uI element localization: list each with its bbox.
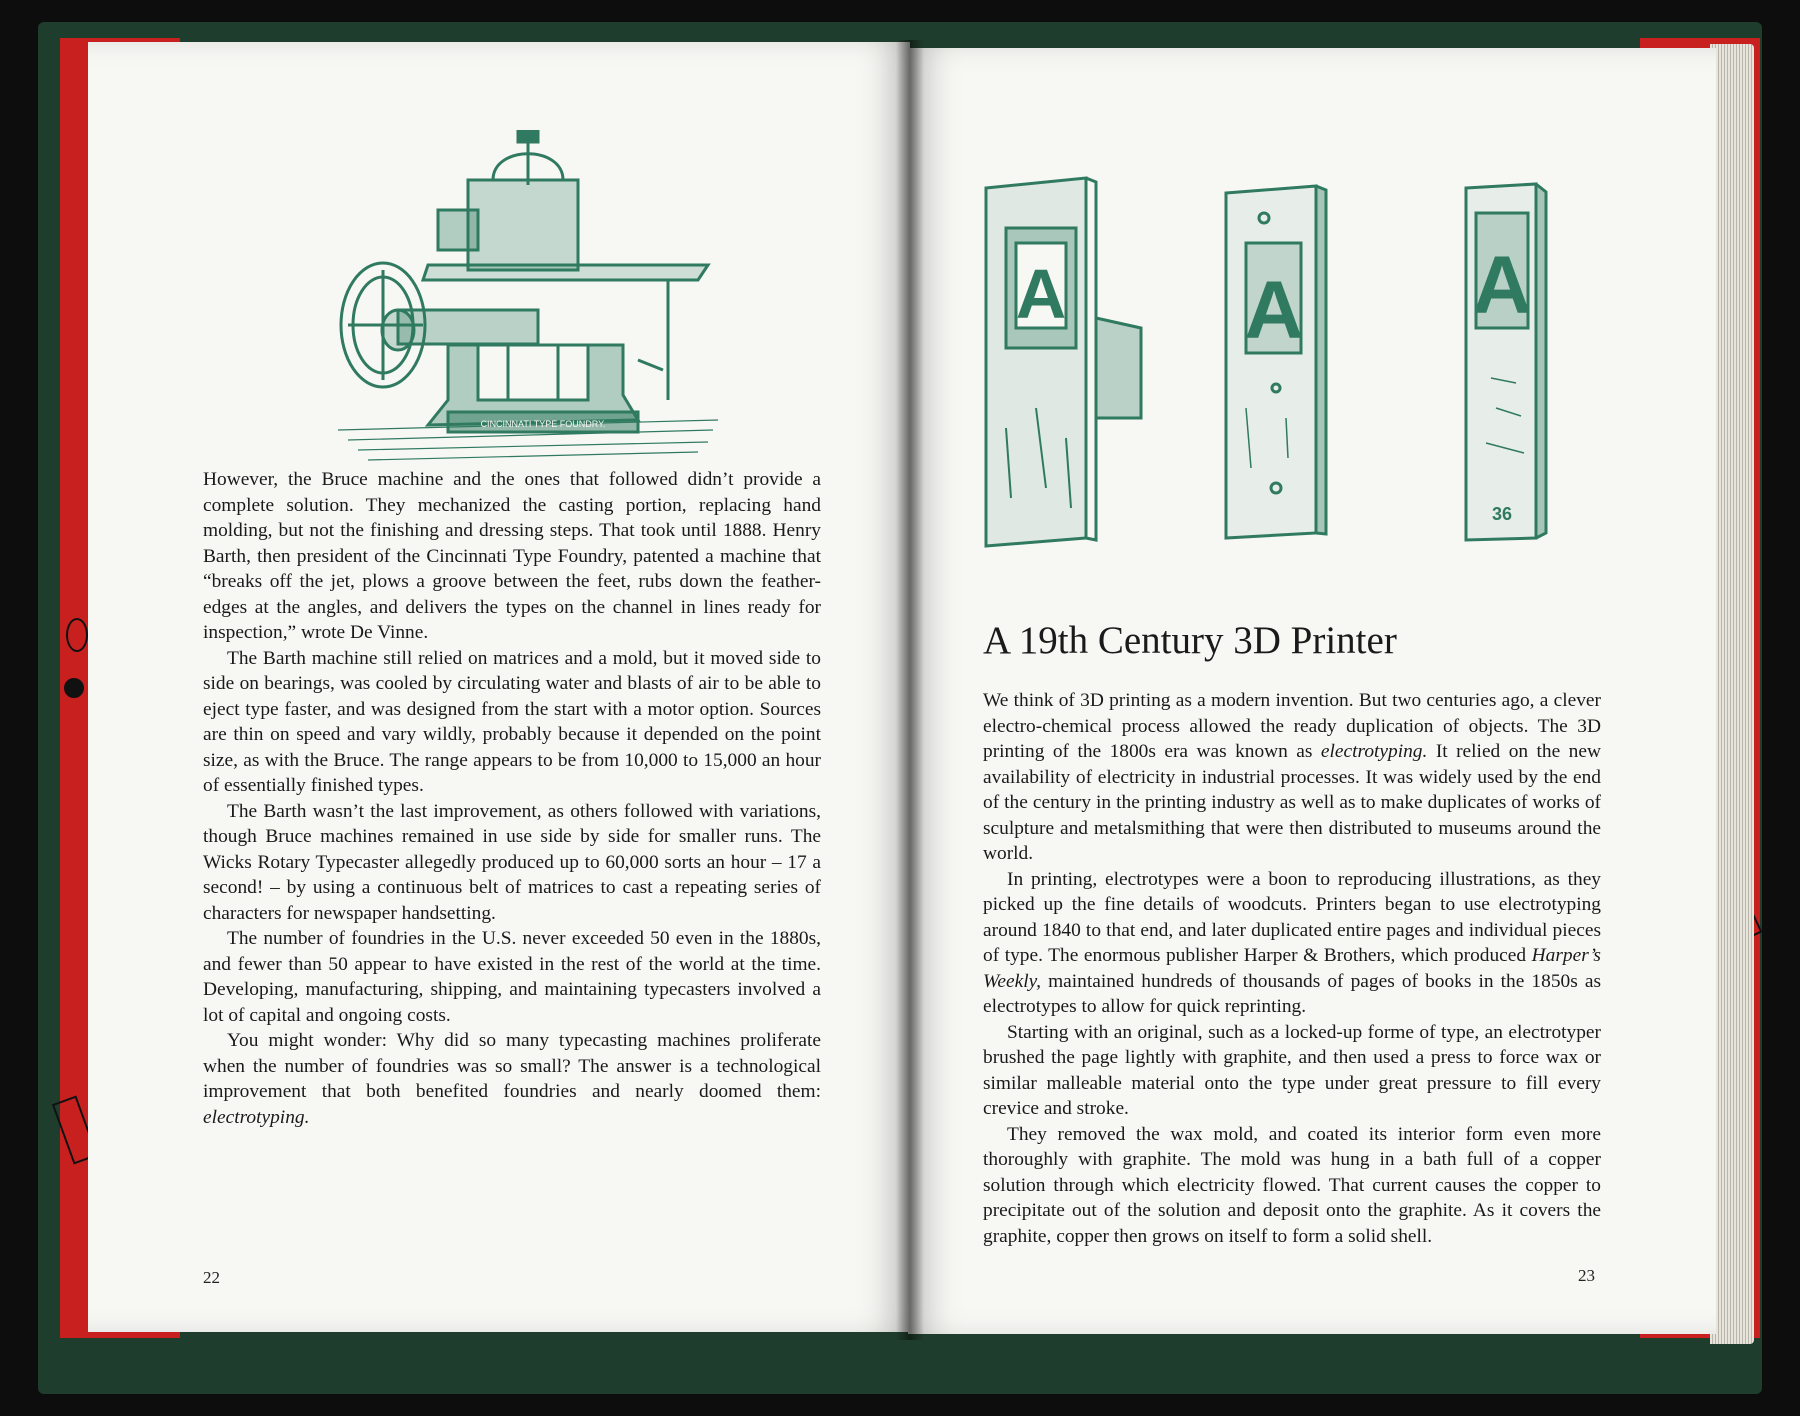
endpaper-ornament [64,678,84,698]
paragraph-text: maintained hundreds of thousands of pages of books in the 1850s as electrotypes to allow for quick reprinting. [983,970,1601,1017]
block-number: 36 [1491,504,1513,524]
endpaper-ornament [66,618,88,652]
paragraph: However, the Bruce machine and the ones that followed didn’t provide a complete solution. They mechanized the casting portion, replacing hand molding, but not the finishing and dressing steps. That took until 1888. Henry Barth, then president of the Cincinnati Type Foundry, patented a machine that “breaks off the jet, plows a groove between the feet, rubs down the feather-edges at the angles, and delivers the types on the channel in lines ready for inspection,” wrote De Vinne. [203,469,821,643]
paragraph-text: We think of 3D printing as a modern invention. But two centuries ago, a clever electro-chemical process allowed the ready duplication of objects. The 3D printing of the 1800s era was known as [983,690,1601,762]
paragraph-text: In printing, electrotypes were a boon to reproducing illustrations, as they picked up the fine details of woodcuts. Printers began to use electrotyping around 1840 to that end, and later duplicated entire pages and individual pieces of type. The enormous publisher Harper & Brothers, which produced [983,868,1601,966]
book-gutter [896,40,924,1340]
page-number-left: 22 [203,1268,220,1287]
paragraph-text: You might wonder: Why did so many typecasting machines proliferate when the number of foundries was so small? The answer is a technological improvement that both benefited foundries and nearly doomed them: [203,1030,821,1102]
electrotype-blocks-engraving [976,168,1596,558]
block-letter: A [1472,240,1532,331]
paragraph-text: It relied on the new availability of electricity in industrial processes. It was widely used by the end of the century in the printing industry as well as to make duplicates of works of sculpture and metalsmithing that were then distributed to museums around the world. [983,741,1601,864]
paragraph [983,688,1601,867]
paragraph: The Barth machine still relied on matrices and a mold, but it moved side to side on bearings, was cooled by circulating water and blasts of air to be able to eject type faster, and was designed from the start with a motor option. Sources are thin on speed and vary wildly, probably because it depended on the point size, as with the Bruce. The range appears to be from 10,000 to 15,000 an hour of essentially finished types. [203,647,821,796]
paragraph [983,867,1601,1020]
left-body-text [203,467,821,1130]
emphasis: electrotyping. [203,1106,310,1128]
right-body-text [983,688,1601,1249]
paragraph: The number of foundries in the U.S. never exceeded 50 even in the 1880s, and fewer than 50 appear to have existed in the rest of the world at the time. Developing, manufacturing, shipping, and maintaining typecasters involved a lot of capital and ongoing costs. [203,928,821,1026]
page-number-right: 23 [1578,1266,1595,1285]
page-edges [1710,44,1754,1344]
block-letter: A [1015,255,1067,333]
left-page [88,42,910,1332]
emphasis: electrotyping. [1320,741,1428,762]
paragraph [203,1028,821,1130]
typecasting-machine-engraving [328,130,728,470]
machine-plate-label: CINCINNATI TYPE FOUNDRY. [480,419,606,429]
emphasis: Harper’s Weekly, [983,945,1601,992]
paragraph: Starting with an original, such as a locked-up forme of type, an electrotyper brushed the page lightly with graphite, and then used a press to force wax or similar malleable material onto the type under great pressure to fill every crevice and stroke. [983,1021,1601,1119]
block-letter: A [1244,265,1304,356]
paragraph: They removed the wax mold, and coated its interior form even more thoroughly with graphite. The mold was hung in a bath full of a copper solution through which electricity flowed. That current causes the copper to precipitate out of the solution and deposit onto the graphite. As it covers the graphite, copper then grows on itself to form a solid shell. [983,1123,1601,1247]
right-page [908,48,1716,1334]
section-heading: A 19th Century 3D Printer [983,619,1397,662]
paragraph: The Barth wasn’t the last improvement, as others followed with variations, though Bruce machines remained in use side by side for smaller runs. The Wicks Rotary Typecaster allegedly produced up to 60,000 sorts an hour – 17 a second! – by using a continuous belt of matrices to cast a repeating series of characters for newspaper handsetting. [203,800,821,924]
